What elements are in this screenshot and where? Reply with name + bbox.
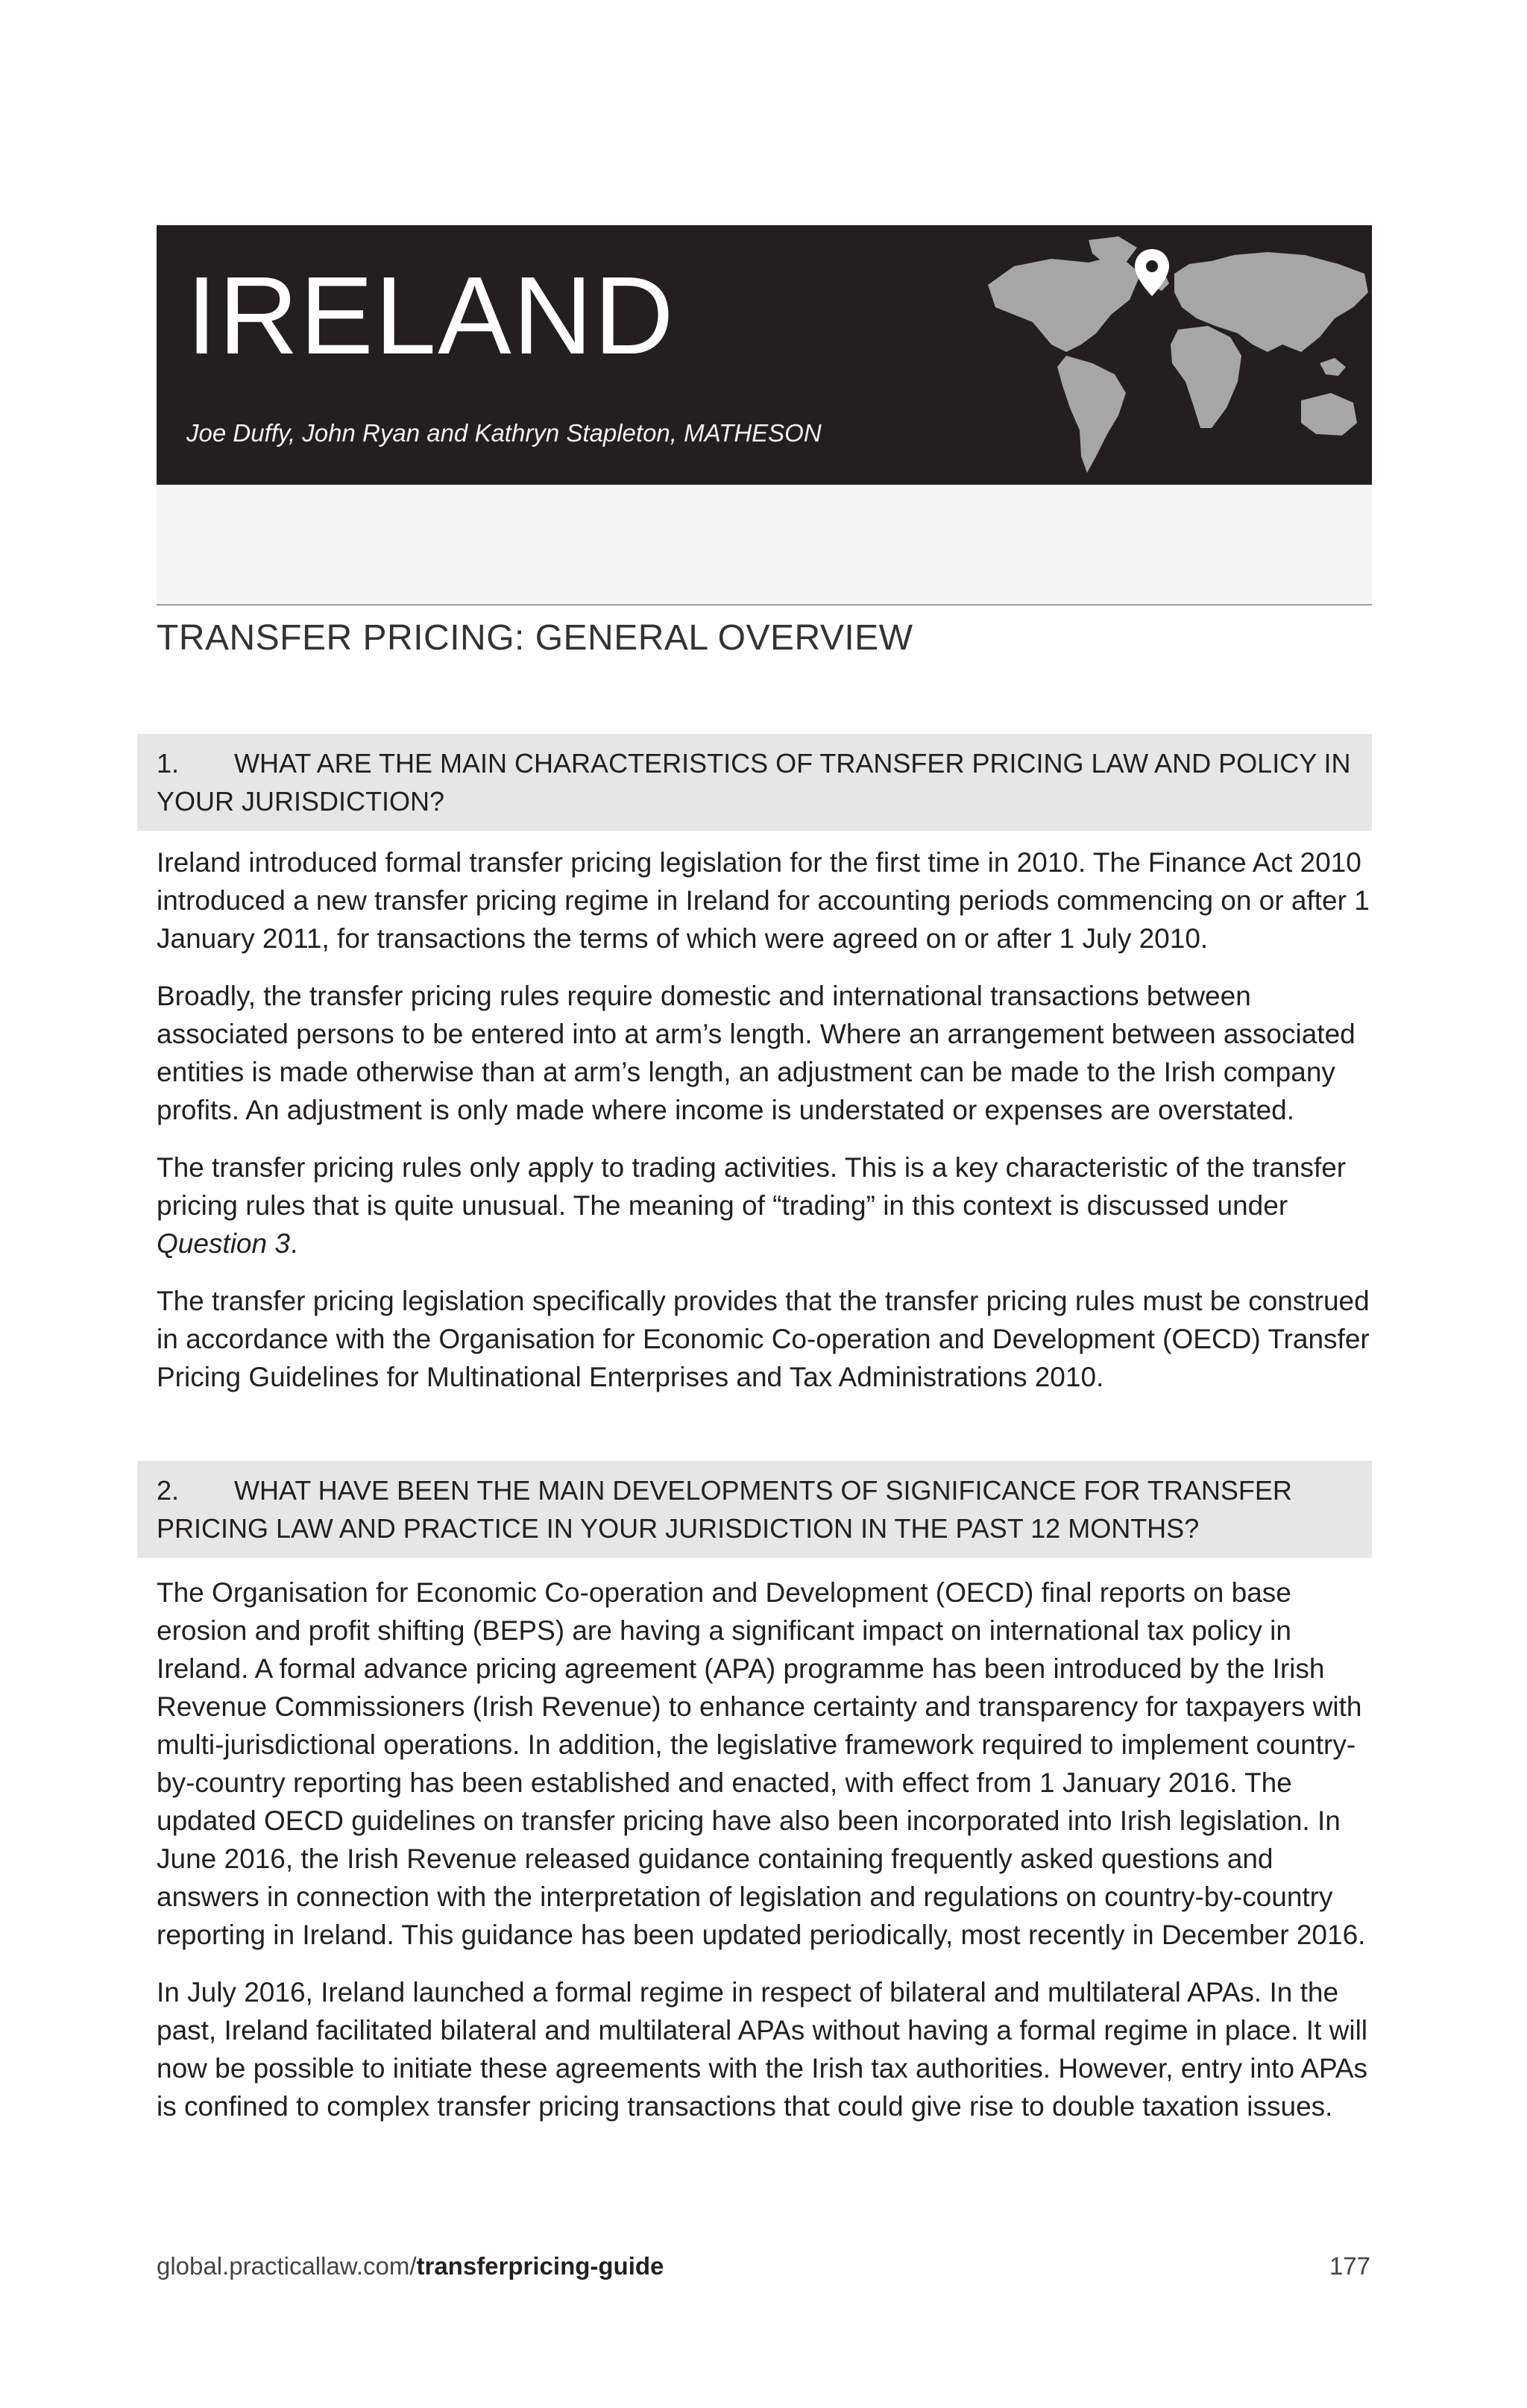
question-number: 2. bbox=[157, 1475, 180, 1506]
section-title: TRANSFER PRICING: GENERAL OVERVIEW bbox=[157, 618, 913, 658]
section-divider bbox=[157, 604, 1372, 606]
cross-reference: Question 3 bbox=[157, 1228, 290, 1259]
question-number: 1. bbox=[157, 748, 180, 779]
answer-2 bbox=[157, 1574, 1372, 2125]
authors-line: Joe Duffy, John Ryan and Kathryn Stapleton, MATHESON bbox=[186, 419, 822, 447]
page-number: 177 bbox=[1329, 2252, 1370, 2280]
question-text: WHAT HAVE BEEN THE MAIN DEVELOPMENTS OF SIGNIFICANCE FOR TRANSFER PRICING LAW AND PRACTICE IN YOUR JURISDICTION IN THE PAST 12 MONTHS? bbox=[157, 1475, 1292, 1544]
title-banner bbox=[157, 225, 1372, 485]
paragraph: The transfer pricing legislation specifically provides that the transfer pricing rules must be construed in accordance with the Organisation for Economic Co-operation and Development (OECD) Transfer Pricing Guidelines for Multinational Enterprises and Tax Administrations 2010. bbox=[157, 1286, 1370, 1392]
country-title: IRELAND bbox=[186, 254, 676, 377]
paragraph: The Organisation for Economic Co-operation and Development (OECD) final reports on base erosion and profit shifting (BEPS) are having a significant impact on international tax policy in Ireland. A formal advance pricing agreement (APA) programme has been introduced by the Irish Revenue Commissioners (Irish Revenue) to enhance certainty and transparency for taxpayers with multi-jurisdictional operations. In addition, the legislative framework required to implement country-by-country reporting has been established and enacted, with effect from 1 January 2016. The updated OECD guidelines on transfer pricing have also been incorporated into Irish legislation. In June 2016, the Irish Revenue released guidance containing frequently asked questions and answers in connection with the interpretation of legislation and regulations on country-by-country reporting in Ireland. This guidance has been updated periodically, most recently in December 2016. bbox=[157, 1577, 1366, 1950]
question-1-heading bbox=[137, 734, 1372, 831]
footer-url-prefix: global.practicallaw.com/ bbox=[157, 2252, 417, 2280]
paragraph: In July 2016, Ireland launched a formal regime in respect of bilateral and multilateral APAs. In the past, Ireland facilitated bilateral and multilateral APAs without having a formal regime in place. It will now be possible to initiate these agreements with the Irish tax authorities. However, entry into APAs is confined to complex transfer pricing transactions that could give rise to double taxation issues. bbox=[157, 1977, 1368, 2122]
footer-url-path: transferpricing-guide bbox=[416, 2252, 664, 2280]
paragraph-text: The transfer pricing rules only apply to trading activities. This is a key characteristic of the transfer pricing rules that is quite unusual. The meaning of “trading” in this context is discussed under bbox=[157, 1152, 1347, 1221]
location-pin-icon bbox=[1135, 249, 1169, 296]
paragraph: Ireland introduced formal transfer pricing legislation for the first time in 2010. The Finance Act 2010 introduced a new transfer pricing regime in Ireland for accounting periods commencing on or after 1 January 2011, for transactions the terms of which were agreed on or after 1 July 2010. bbox=[157, 847, 1370, 954]
question-text: WHAT ARE THE MAIN CHARACTERISTICS OF TRANSFER PRICING LAW AND POLICY IN YOUR JURISDICTION? bbox=[157, 748, 1351, 817]
paragraph-end: . bbox=[289, 1228, 298, 1259]
question-2-heading bbox=[137, 1461, 1372, 1558]
answer-1 bbox=[157, 843, 1372, 1396]
header-spacer-band bbox=[157, 485, 1372, 604]
world-map-icon bbox=[969, 233, 1372, 479]
footer-url[interactable] bbox=[157, 2252, 664, 2280]
paragraph bbox=[157, 1148, 1372, 1263]
paragraph: Broadly, the transfer pricing rules require domestic and international transactions between associated persons to be entered into at arm’s length. Where an arrangement between associated entities is made otherwise than at arm’s length, an adjustment can be made to the Irish company profits. An adjustment is only made where income is understated or expenses are overstated. bbox=[157, 981, 1356, 1125]
